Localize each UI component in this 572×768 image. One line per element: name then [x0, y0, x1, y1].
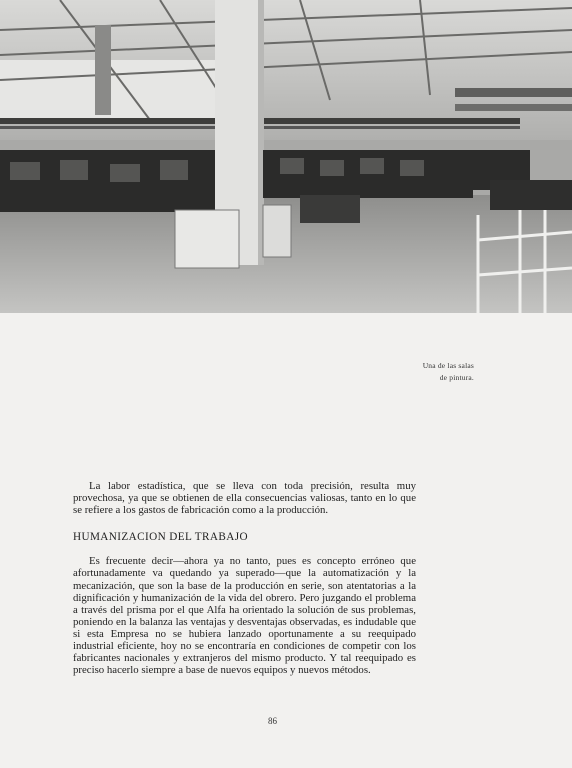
article-body — [73, 480, 416, 676]
section-heading: HUMANIZACION DEL TRABAJO — [73, 531, 248, 544]
caption-line-1: Una de las salas — [422, 361, 474, 370]
intro-paragraph: La labor estadística, que se lleva con toda precisión, resulta muy provechosa, ya que se obtienen de ella consecuencias valiosas, tanto en lo que se refiere a los gastos de fabricación como a la producción. — [73, 480, 416, 517]
body-paragraph: Es frecuente decir—ahora ya no tanto, pues es concepto erróneo que afortunadamente va quedando ya superado—que la automatización y la mecanización, que son la base de la producción en serie, son atentatorias a la dignificación y humanización de la vida del obrero. Pero juzgando el problema a través del prisma por el que Alfa ha orientado la solución de sus problemas, poniendo en la balanza las ventajas y desventajas observadas, es indudable que si esta Empresa no se hubiera lanzado oportunamente a su reequipado industrial eficiente, hoy no se encontraría en condiciones de competir con los fabricantes nacionales y extranjeros del mismo producto. Y tal reequipado es preciso hacerlo siempre a base de nuevos equipos y nuevos métodos. — [73, 555, 416, 677]
photo-caption — [423, 360, 474, 384]
caption-line-2: de pintura. — [439, 373, 474, 382]
factory-photo — [0, 0, 572, 313]
page-number: 86 — [268, 716, 277, 726]
